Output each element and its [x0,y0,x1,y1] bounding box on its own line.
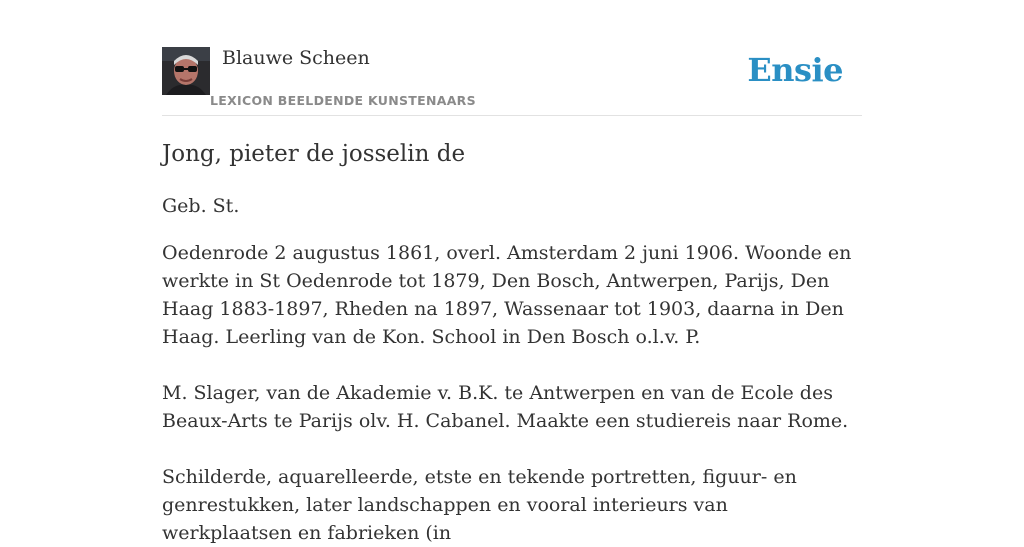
avatar-photo [162,47,210,95]
site-header [162,46,862,116]
article-title: Jong, pieter de josselin de [162,141,466,167]
article [162,138,862,547]
article-paragraph: Schilderde, aquarelleerde, etste en tekende portretten, figuur- en genrestukken, later landschappen en vooral interieurs van werkplaatsen en fabrieken (in [162,466,797,544]
article-paragraph: Geb. St. [162,195,240,217]
author-subtitle: LEXICON BEELDENDE KUNSTENAARS [210,93,476,108]
avatar[interactable] [162,47,210,95]
author-name-link[interactable]: Blauwe Scheen [222,47,370,69]
brand-logo-link[interactable]: Ensie [747,51,843,89]
article-paragraph: M. Slager, van de Akademie v. B.K. te Antwerpen en van de Ecole des Beaux-Arts te Parijs olv. H. Cabanel. Maakte een studiereis naar Rome. [162,382,849,432]
article-paragraph: Oedenrode 2 augustus 1861, overl. Amsterdam 2 juni 1906. Woonde en werkte in St Oedenrode tot 1879, Den Bosch, Antwerpen, Parijs, Den Haag 1883-1897, Rheden na 1897, Wassenaar tot 1903, daarna in Den Haag. Leerling van de Kon. School in Den Bosch o.l.v. P. [162,242,852,348]
